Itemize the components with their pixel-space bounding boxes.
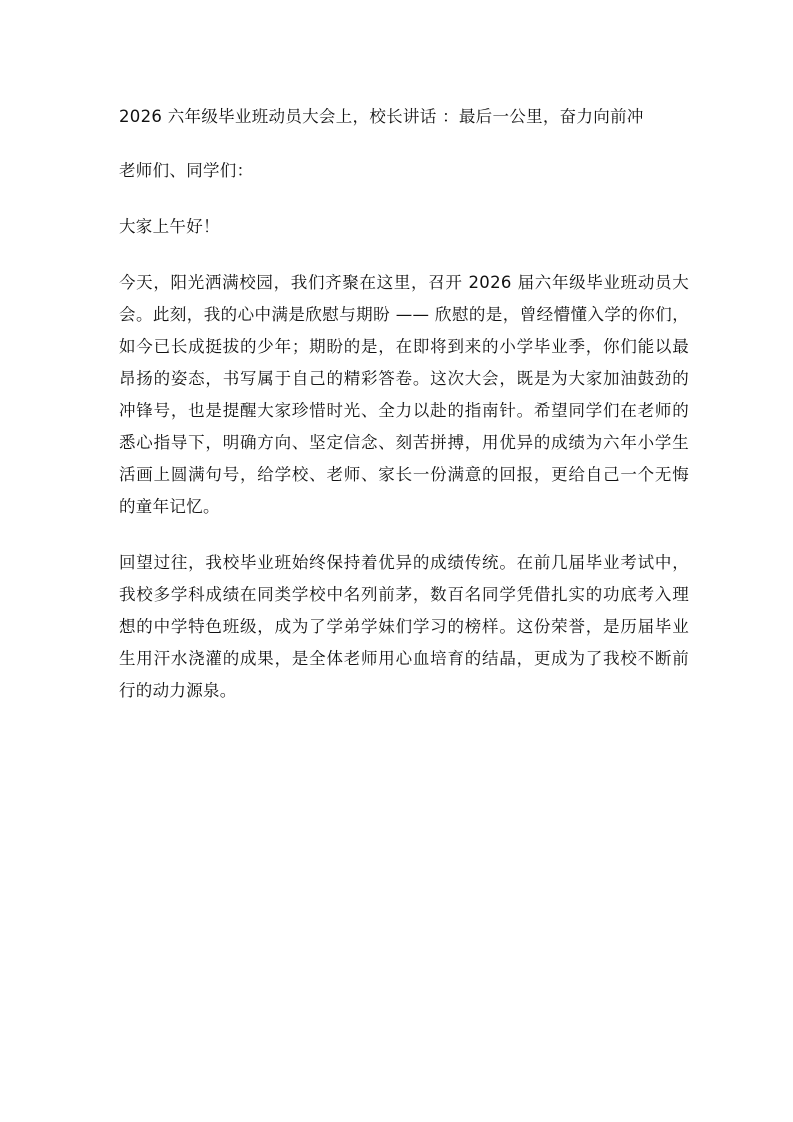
document-body bbox=[119, 101, 689, 707]
paragraph-1: 今天，阳光洒满校园，我们齐聚在这里，召开 2026 届六年级毕业班动员大会。此刻，我的心中满是欣慰与期盼 —— 欣慰的是，曾经懵懂入学的你们，如今已长成挺拔的少年；期盼的是，在即将到来的小学毕业季，你们能以最昂扬的姿态，书写属于自己的精彩答卷。这次大会，既是为大家加油鼓劲的冲锋号，也是提醒大家珍惜时光、全力以赴的指南针。希望同学们在老师的悉心指导下，明确方向、坚定信念、刻苦拼搏，用优异的成绩为六年小学生活画上圆满句号，给学校、老师、家长一份满意的回报，更给自己一个无悔的童年记忆。 bbox=[119, 273, 689, 516]
greeting: 大家上午好！ bbox=[119, 217, 220, 236]
document-title: 2026 六年级毕业班动员大会上，校长讲话 ：最后一公里，奋力向前冲 bbox=[119, 107, 644, 126]
salutation: 老师们、同学们： bbox=[119, 161, 254, 180]
paragraph-2: 回望过往，我校毕业班始终保持着优异的成绩传统。在前几届毕业考试中，我校多学科成绩在同类学校中名列前茅，数百名同学凭借扎实的功底考入理想的中学特色班级，成为了学弟学妹们学习的榜样。这份荣誉，是历届毕业生用汗水浇灌的成果，是全体老师用心血培育的结晶，更成为了我校不断前行的动力源泉。 bbox=[119, 553, 689, 700]
